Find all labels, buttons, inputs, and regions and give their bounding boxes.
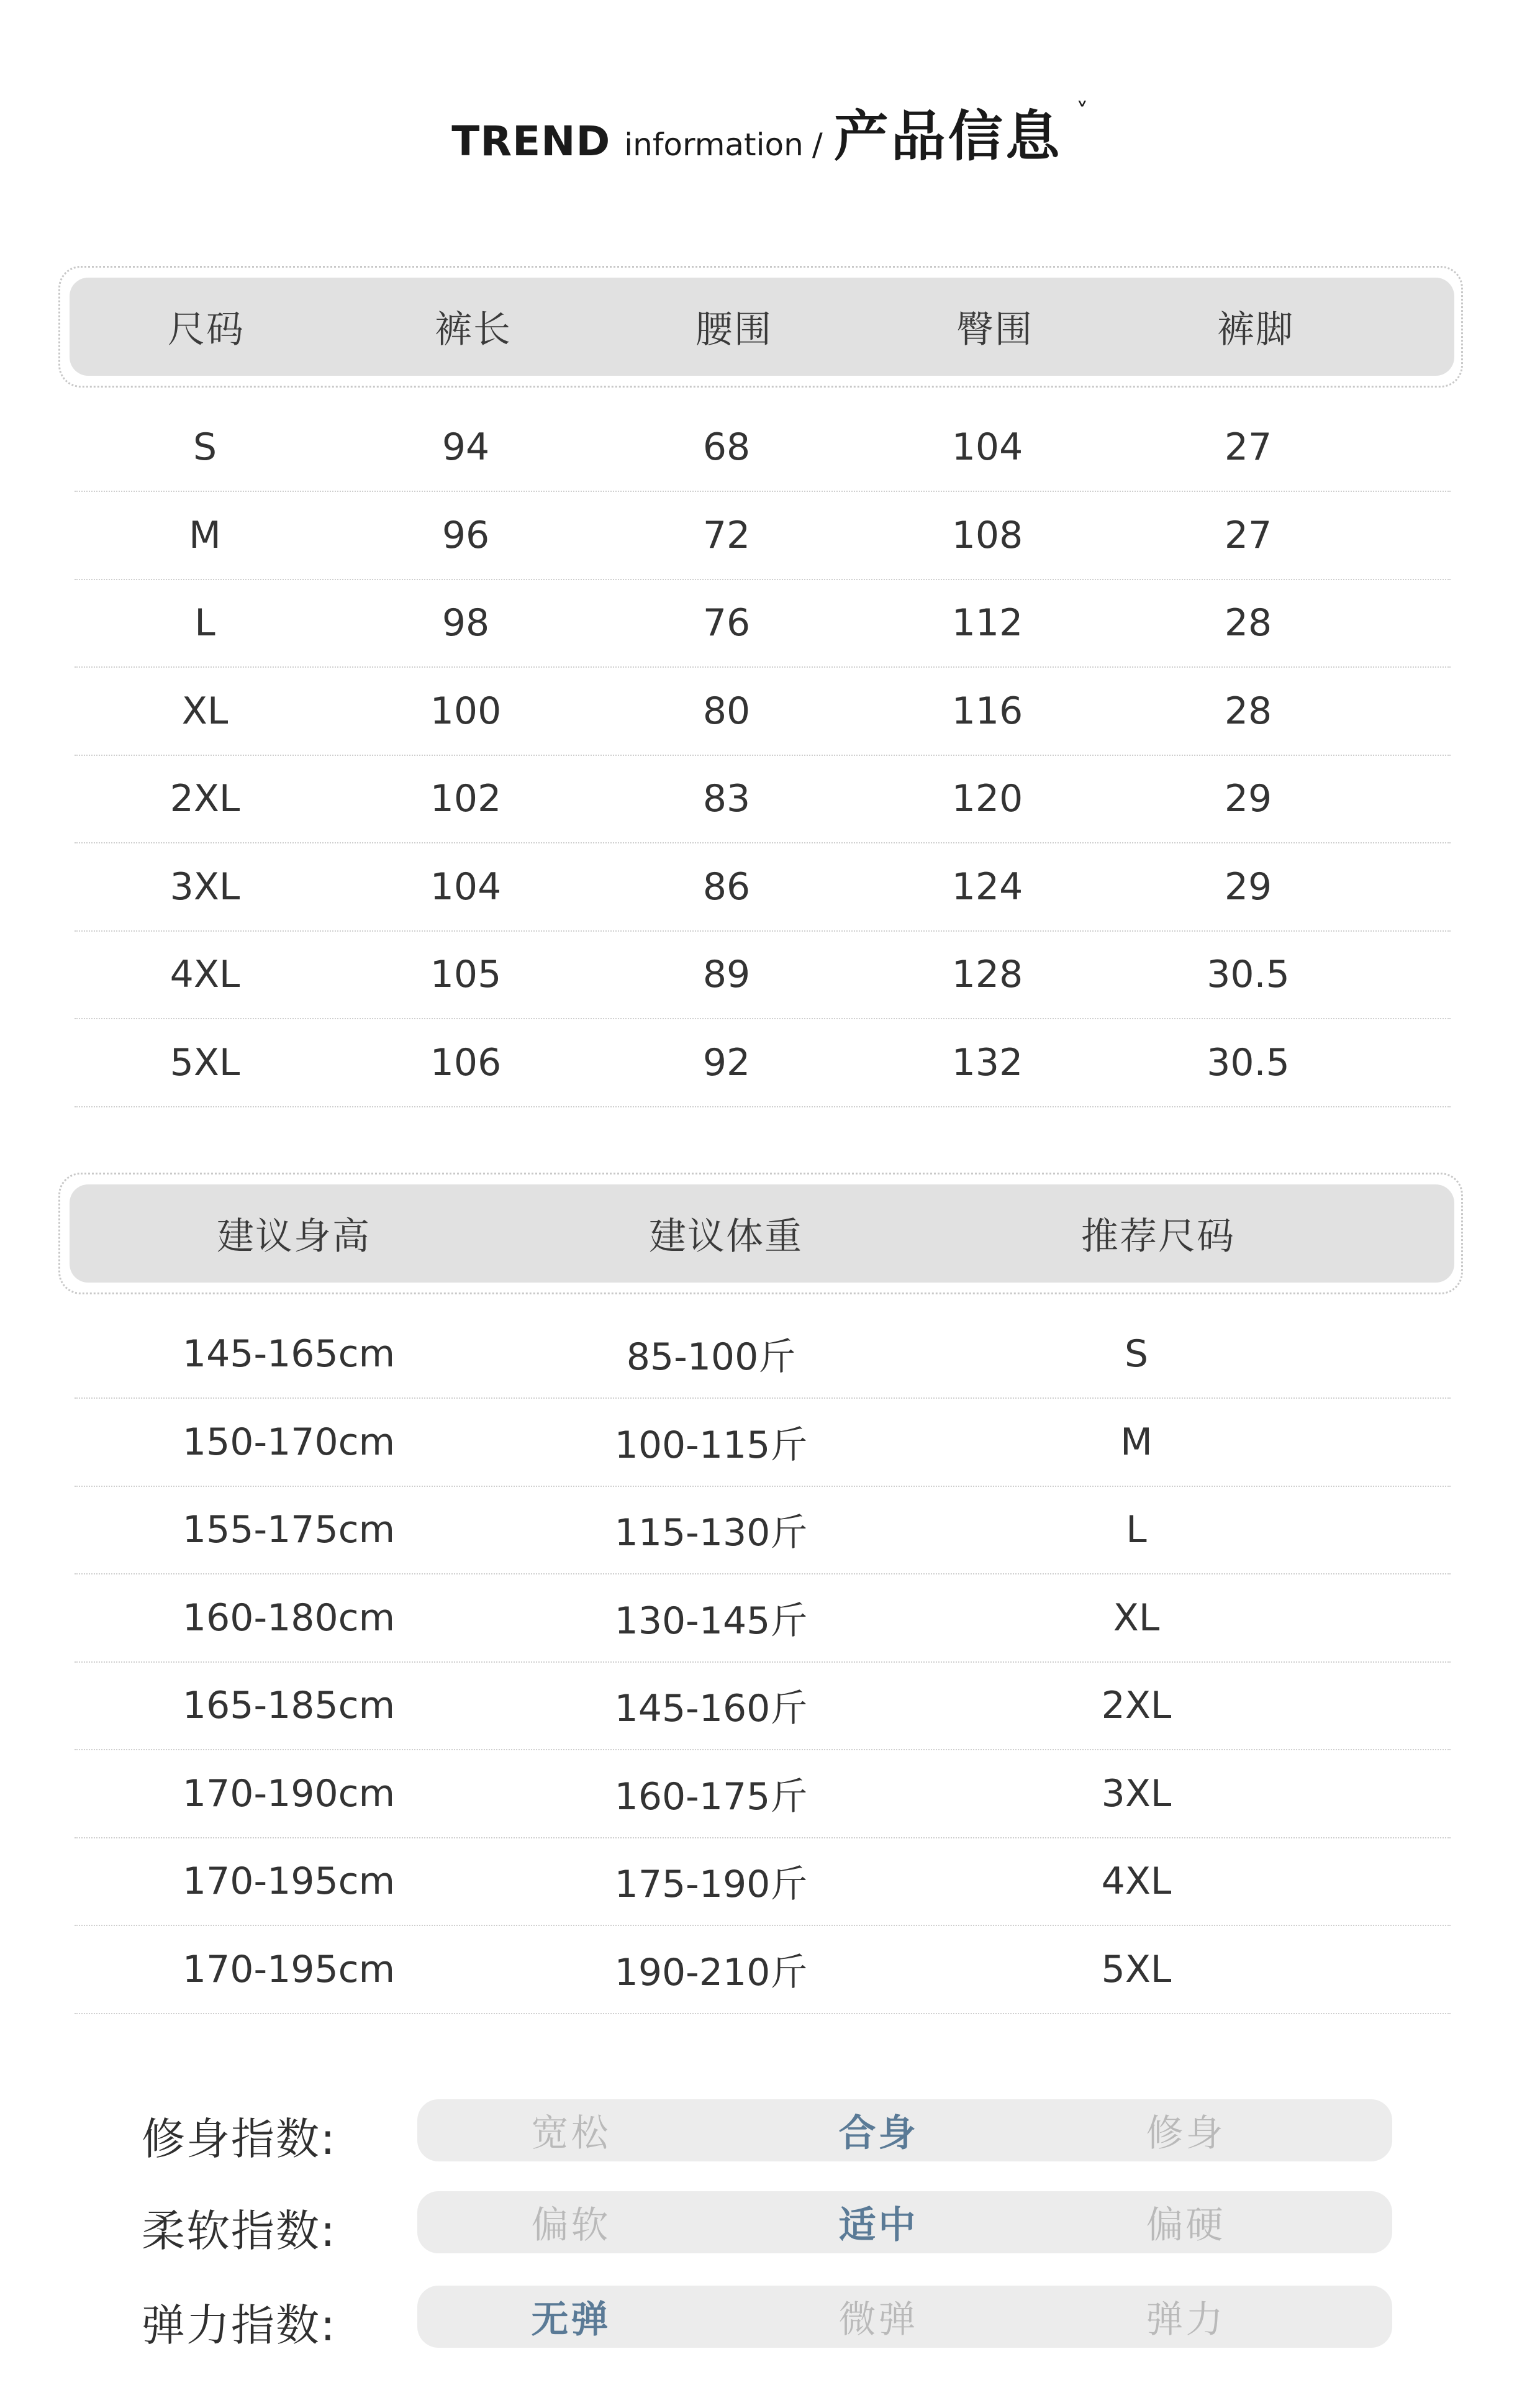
table-row <box>75 1750 1451 1838</box>
cell-size: S <box>192 425 217 469</box>
cell-hip: 128 <box>951 953 1023 996</box>
cell-weight: 115-130斤 <box>614 1511 808 1555</box>
cell-weight: 85-100斤 <box>626 1335 796 1379</box>
cell-waist: 89 <box>702 953 751 996</box>
elasticity-option: 微弹 <box>838 2298 918 2342</box>
elasticity-option: 无弹 <box>531 2298 611 2342</box>
header-weight: 建议体重 <box>649 1215 803 1258</box>
cell-recommended-size: 5XL <box>1101 1947 1172 1991</box>
cell-hip: 116 <box>951 689 1023 733</box>
header-size: 尺码 <box>168 308 245 352</box>
header-hem: 裤脚 <box>1217 308 1294 352</box>
elasticity-index-label: 弹力指数: <box>142 2300 337 2351</box>
cell-size: 3XL <box>170 865 240 909</box>
softness-option: 偏软 <box>531 2204 611 2247</box>
cell-hem: 28 <box>1224 601 1272 645</box>
cell-size: L <box>194 601 215 645</box>
table-row <box>75 1019 1451 1107</box>
cell-hip: 104 <box>951 425 1023 469</box>
table-row <box>75 1574 1451 1663</box>
cell-height: 170-195cm <box>182 1860 396 1903</box>
cell-length: 100 <box>430 689 502 733</box>
header-length: 裤长 <box>435 308 512 352</box>
cell-height: 170-190cm <box>182 1771 396 1815</box>
cell-waist: 76 <box>702 601 751 645</box>
table-row <box>75 931 1451 1019</box>
page-title <box>0 93 1540 171</box>
cell-weight: 160-175斤 <box>614 1774 808 1819</box>
title-en-sub: information <box>624 127 804 163</box>
table-row <box>75 1399 1451 1487</box>
cell-recommended-size: M <box>1120 1420 1153 1464</box>
cell-length: 105 <box>430 953 502 996</box>
fit-index-scale <box>417 2099 1392 2161</box>
cell-waist: 92 <box>702 1040 751 1084</box>
table-row <box>75 755 1451 843</box>
softness-index-label: 柔软指数: <box>142 2206 337 2256</box>
cell-length: 94 <box>442 425 490 469</box>
table-row <box>75 1311 1451 1399</box>
cell-size: 4XL <box>170 953 240 996</box>
cell-weight: 145-160斤 <box>614 1687 808 1730</box>
table-row <box>75 1662 1451 1750</box>
cell-hip: 108 <box>951 513 1023 557</box>
fit-option: 合身 <box>838 2112 918 2155</box>
table-row <box>75 1926 1451 2014</box>
cell-waist: 68 <box>702 425 751 469</box>
cell-recommended-size: 2XL <box>1101 1684 1172 1727</box>
softness-index-scale <box>417 2191 1392 2253</box>
table-row <box>75 404 1451 492</box>
cell-waist: 72 <box>702 513 751 557</box>
cell-size: XL <box>181 689 229 733</box>
fit-index-label: 修身指数: <box>142 2114 337 2165</box>
header-height: 建议身高 <box>217 1215 371 1258</box>
chevron-down-icon: ˅ <box>1076 98 1089 127</box>
cell-weight: 175-190斤 <box>614 1863 808 1906</box>
cell-waist: 86 <box>702 865 751 909</box>
cell-length: 104 <box>430 865 502 909</box>
size-table-header <box>70 278 1454 376</box>
cell-length: 106 <box>430 1040 502 1084</box>
cell-hip: 132 <box>951 1040 1023 1084</box>
cell-hem: 27 <box>1224 513 1272 557</box>
title-en-main: TREND <box>451 117 611 165</box>
cell-recommended-size: S <box>1124 1332 1149 1376</box>
elasticity-index-scale <box>417 2286 1392 2348</box>
cell-height: 160-180cm <box>182 1596 396 1640</box>
cell-recommended-size: L <box>1126 1508 1147 1551</box>
cell-recommended-size: 3XL <box>1101 1771 1172 1815</box>
cell-size: 5XL <box>170 1040 240 1084</box>
table-row <box>75 668 1451 756</box>
table-row <box>75 1486 1451 1574</box>
fit-option: 修身 <box>1146 2112 1226 2155</box>
table-row <box>75 1838 1451 1926</box>
cell-recommended-size: XL <box>1113 1596 1160 1640</box>
cell-hip: 124 <box>951 865 1023 909</box>
cell-weight: 100-115斤 <box>614 1423 808 1467</box>
elasticity-option: 弹力 <box>1146 2298 1226 2342</box>
cell-waist: 83 <box>702 777 751 820</box>
cell-length: 98 <box>442 601 490 645</box>
cell-hem: 30.5 <box>1207 1040 1290 1084</box>
table-row <box>75 492 1451 580</box>
softness-option: 偏硬 <box>1146 2204 1226 2247</box>
header-recommended-size: 推荐尺码 <box>1081 1215 1235 1258</box>
cell-size: M <box>189 513 221 557</box>
table-row <box>75 843 1451 932</box>
cell-height: 150-170cm <box>182 1420 396 1464</box>
cell-hip: 112 <box>951 601 1023 645</box>
cell-length: 96 <box>442 513 490 557</box>
cell-height: 145-165cm <box>182 1332 396 1376</box>
header-waist: 腰围 <box>695 308 772 352</box>
title-zh: 产品信息 <box>833 104 1062 168</box>
cell-recommended-size: 4XL <box>1101 1860 1172 1903</box>
cell-hem: 28 <box>1224 689 1272 733</box>
cell-height: 155-175cm <box>182 1508 396 1551</box>
cell-height: 165-185cm <box>182 1684 396 1727</box>
cell-hip: 120 <box>951 777 1023 820</box>
cell-weight: 130-145斤 <box>614 1599 808 1643</box>
softness-option: 适中 <box>838 2204 918 2247</box>
title-slash: / <box>812 127 823 163</box>
fit-option: 宽松 <box>531 2112 611 2155</box>
cell-hem: 29 <box>1224 865 1272 909</box>
cell-height: 170-195cm <box>182 1947 396 1991</box>
cell-length: 102 <box>430 777 502 820</box>
table-row <box>75 579 1451 668</box>
header-hip: 臀围 <box>956 308 1033 352</box>
cell-hem: 27 <box>1224 425 1272 469</box>
cell-size: 2XL <box>170 777 240 820</box>
cell-hem: 29 <box>1224 777 1272 820</box>
cell-hem: 30.5 <box>1207 953 1290 996</box>
cell-waist: 80 <box>702 689 751 733</box>
cell-weight: 190-210斤 <box>614 1950 808 1994</box>
recommend-table-header <box>70 1184 1454 1283</box>
